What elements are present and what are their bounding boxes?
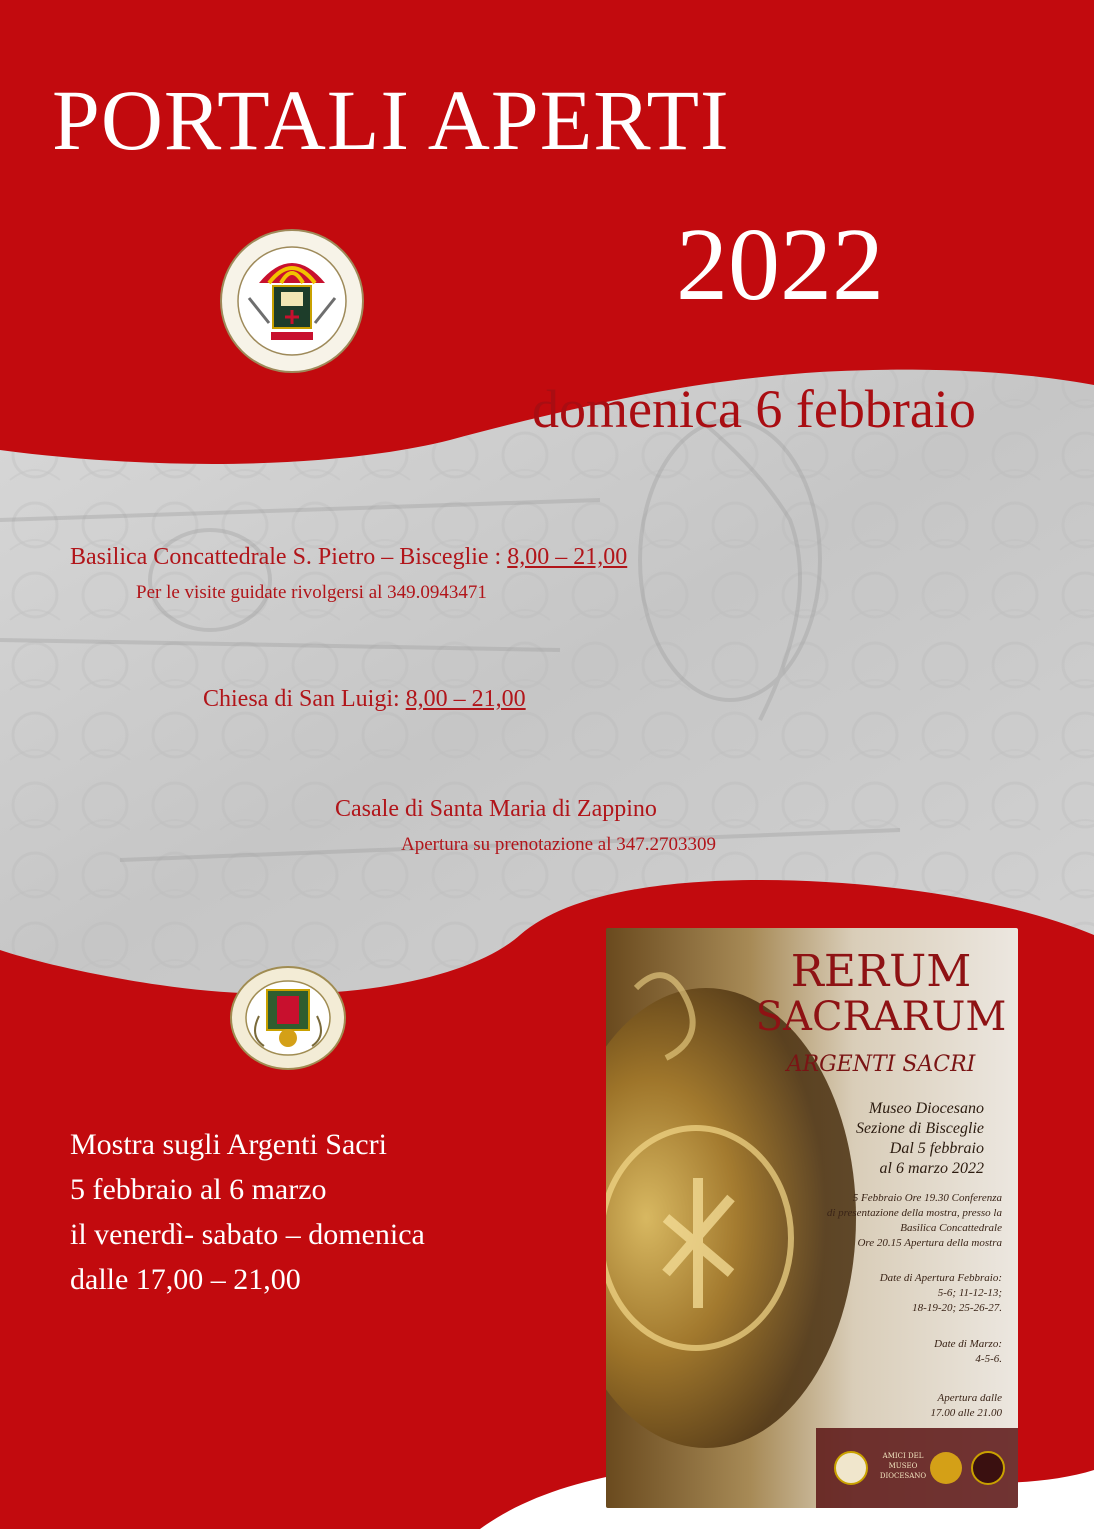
venue-san-luigi-name: Chiesa di San Luigi:: [203, 686, 406, 712]
venue-zappino: [335, 796, 657, 823]
page-title: PORTALI APERTI: [52, 72, 730, 168]
exhibition-line-4: dalle 17,00 – 21,00: [70, 1263, 301, 1296]
poster-conference-1: 5 Febbraio Ore 19.30 Conferenza: [852, 1192, 1002, 1204]
poster-conference-3: Basilica Concattedrale: [900, 1222, 1002, 1234]
poster-footer-1: AMICI DEL: [882, 1452, 924, 1460]
venue-basilica: [70, 544, 627, 571]
exhibition-info: [70, 1122, 425, 1302]
venue-san-luigi-hours: 8,00 – 21,00: [405, 686, 526, 712]
exhibition-line-2: 5 febbraio al 6 marzo: [70, 1173, 327, 1206]
venue-zappino-name: Casale di Santa Maria di Zappino: [335, 796, 657, 822]
basilica-seal-logo: [219, 228, 365, 374]
event-date: domenica 6 febbraio: [532, 379, 976, 439]
poster-footer-2: MUSEO: [888, 1462, 918, 1470]
venue-basilica-name: Basilica Concattedrale S. Pietro – Bisceglie :: [70, 544, 508, 570]
museum-seal-logo: [229, 966, 347, 1070]
exhibition-poster: [606, 928, 1018, 1508]
poster-mar-dates-2: 4-5-6.: [975, 1353, 1002, 1365]
poster-footer-3: DIOCESANO: [879, 1472, 927, 1480]
poster-feb-dates-2: 5-6; 11-12-13;: [937, 1287, 1002, 1299]
poster-subtitle: ARGENTI SACRI: [786, 1052, 976, 1077]
event-year: 2022: [676, 207, 884, 322]
venue-basilica-hours: 8,00 – 21,00: [507, 544, 628, 570]
venue-basilica-note: Per le visite guidate rivolgersi al 349.0943471: [136, 582, 487, 603]
poster-conference-4: Ore 20.15 Apertura della mostra: [857, 1237, 1002, 1249]
poster-hours-2: 17.00 alle 21.00: [930, 1407, 1002, 1419]
poster-conference-2: di presentazione della mostra, presso la: [826, 1207, 1002, 1219]
venue-san-luigi: [203, 686, 526, 713]
poster-info-4: al 6 marzo 2022: [879, 1160, 984, 1177]
poster-hours-1: Apertura dalle: [937, 1392, 1002, 1404]
poster-info-2: Sezione di Bisceglie: [856, 1120, 984, 1137]
poster-info-1: Museo Diocesano: [868, 1100, 984, 1117]
poster-title-1: RERUM: [790, 946, 972, 997]
poster-title-2: SACRARUM: [755, 994, 1007, 1040]
poster-mar-dates-1: Date di Marzo:: [934, 1338, 1002, 1350]
exhibition-line-3: il venerdì- sabato – domenica: [70, 1218, 425, 1251]
poster-feb-dates-3: 18-19-20; 25-26-27.: [912, 1302, 1002, 1314]
exhibition-line-1: Mostra sugli Argenti Sacri: [70, 1128, 387, 1161]
poster-feb-dates-1: Date di Apertura Febbraio:: [879, 1272, 1002, 1284]
poster-info-3: Dal 5 febbraio: [889, 1140, 984, 1157]
venue-zappino-note: Apertura su prenotazione al 347.2703309: [401, 834, 716, 855]
